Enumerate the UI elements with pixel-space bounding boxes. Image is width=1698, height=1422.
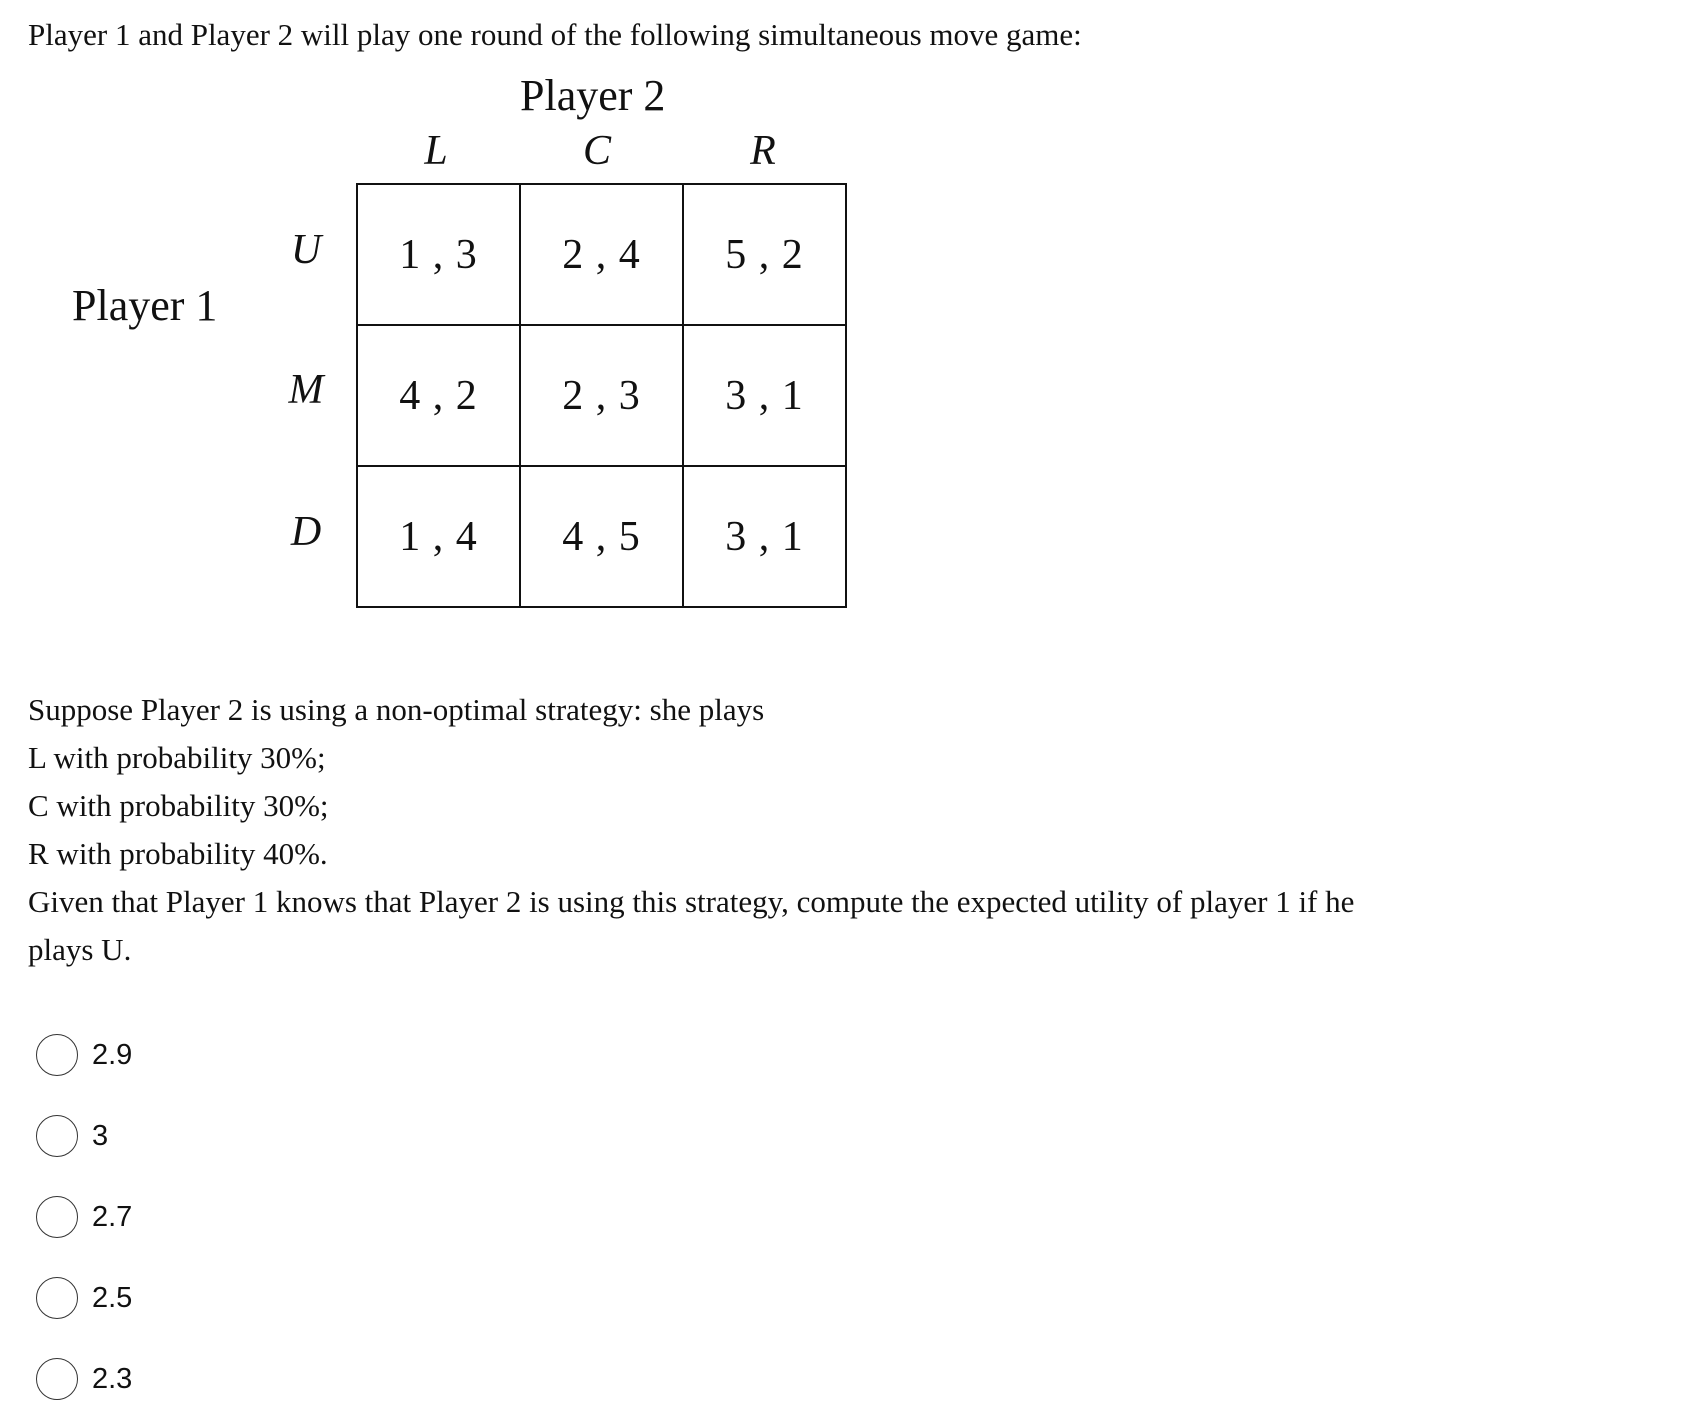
- question-line: L with probability 30%;: [28, 740, 326, 775]
- column-label-r: R: [750, 128, 776, 174]
- payoff-row-u: [357, 184, 846, 325]
- payoff-cell-u-c: 2 , 4: [520, 184, 683, 325]
- column-label-l: L: [424, 128, 448, 174]
- payoff-row-d: [357, 466, 846, 607]
- answer-option-label: 2.7: [92, 1200, 133, 1233]
- radio-button-icon[interactable]: [36, 1358, 78, 1400]
- answer-option[interactable]: [36, 1275, 132, 1321]
- answer-option[interactable]: [36, 1356, 132, 1402]
- column-label-c: C: [582, 128, 611, 174]
- question-line: C with probability 30%;: [28, 788, 329, 823]
- payoff-cell-u-l: 1 , 3: [357, 184, 520, 325]
- payoff-cell-d-l: 1 , 4: [357, 466, 520, 607]
- payoff-cell-m-l: 4 , 2: [357, 325, 520, 466]
- row-label-d: D: [290, 509, 322, 555]
- payoff-cell-d-c: 4 , 5: [520, 466, 683, 607]
- answer-option[interactable]: [36, 1032, 132, 1078]
- payoff-cell-m-r: 3 , 1: [683, 325, 846, 466]
- answer-option-label: 2.5: [92, 1281, 133, 1314]
- question-line: Given that Player 1 knows that Player 2 is using this strategy, compute the expected utility of player 1 if he: [28, 884, 1355, 919]
- payoff-cell-d-r: 3 , 1: [683, 466, 846, 607]
- answer-option-label: 2.3: [92, 1362, 133, 1395]
- question-line: R with probability 40%.: [28, 836, 328, 871]
- row-label-u: U: [290, 227, 322, 273]
- radio-button-icon[interactable]: [36, 1115, 78, 1157]
- payoff-cell-m-c: 2 , 3: [520, 325, 683, 466]
- player1-label: Player 1: [72, 281, 218, 330]
- radio-button-icon[interactable]: [36, 1034, 78, 1076]
- payoff-row-m: [357, 325, 846, 466]
- intro-text: Player 1 and Player 2 will play one round of the following simultaneous move game:: [28, 17, 1082, 52]
- payoff-cell-u-r: 5 , 2: [683, 184, 846, 325]
- question-line: Suppose Player 2 is using a non-optimal strategy: she plays: [28, 692, 765, 727]
- answer-option-label: 2.9: [92, 1038, 133, 1071]
- payoff-matrix: [356, 183, 847, 608]
- radio-button-icon[interactable]: [36, 1277, 78, 1319]
- answer-option-label: 3: [92, 1119, 109, 1152]
- answer-option[interactable]: [36, 1194, 132, 1240]
- question-line: plays U.: [28, 932, 132, 967]
- question-text: [28, 686, 1354, 974]
- radio-button-icon[interactable]: [36, 1196, 78, 1238]
- row-label-m: M: [288, 367, 324, 413]
- answer-option[interactable]: [36, 1113, 108, 1159]
- player2-label: Player 2: [520, 71, 666, 120]
